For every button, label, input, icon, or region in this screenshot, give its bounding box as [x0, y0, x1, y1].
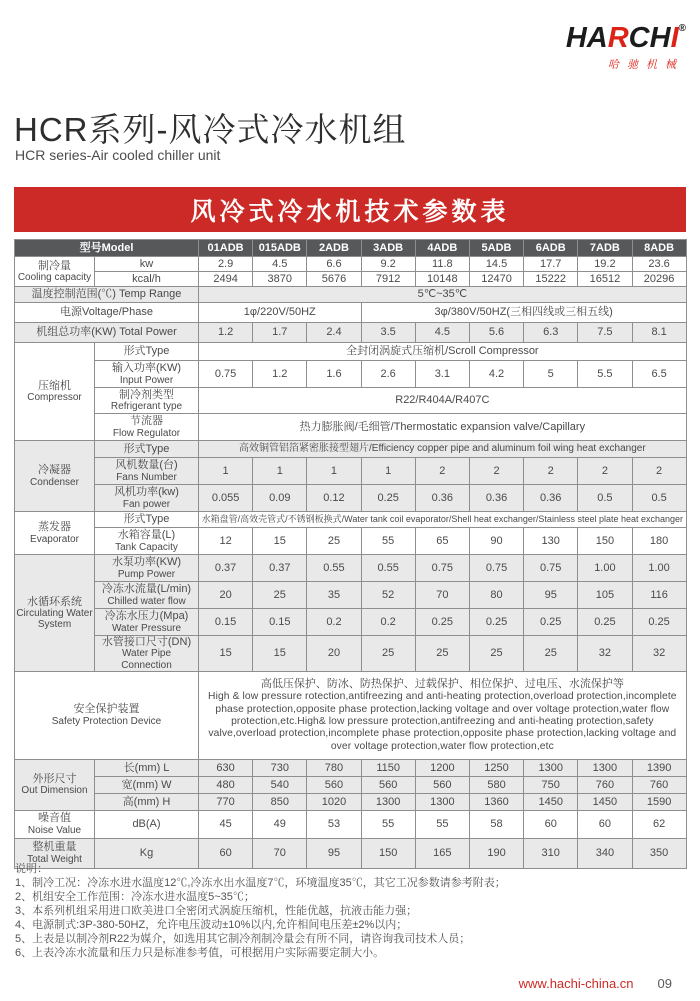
value-safety-device: [199, 671, 687, 759]
value-cell: 0.15: [199, 609, 253, 636]
value-cell: 0.55: [361, 555, 415, 582]
label-height: 高(mm) H: [95, 793, 199, 810]
model-header-cell: 3ADB: [361, 240, 415, 257]
row-flow-regulator: [15, 414, 687, 441]
label-refrigerant: 制冷剂类型 Refrigerant type: [95, 388, 199, 414]
group-condenser: 冷凝器 Condenser: [15, 441, 95, 512]
value-cell: 8.1: [632, 323, 686, 343]
value-cell: 0.36: [415, 485, 469, 512]
value-cell: 0.75: [469, 555, 523, 582]
label-total-power: 机组总功率(KW) Total Power: [15, 323, 199, 343]
value-cell: 1390: [632, 759, 686, 776]
row-noise: [15, 810, 687, 838]
page-subtitle: HCR series-Air cooled chiller unit: [15, 147, 221, 163]
value-cell: 0.5: [578, 485, 632, 512]
value-cell: 55: [415, 810, 469, 838]
label-tank-capacity: 水箱容量(L) Tank Capacity: [95, 528, 199, 555]
value-cell: 0.2: [361, 609, 415, 636]
value-cell: 60: [199, 838, 253, 868]
value-cell: 1590: [632, 793, 686, 810]
label-fan-power: 风机功率(kw) Fan power: [95, 485, 199, 512]
value-cell: 1: [307, 458, 361, 485]
value-cell: 0.75: [415, 555, 469, 582]
value-cell: 150: [361, 838, 415, 868]
value-cell: 350: [632, 838, 686, 868]
label-condenser-type: 形式Type: [95, 441, 199, 458]
row-pipe-connection: [15, 636, 687, 672]
value-cell: 7.5: [578, 323, 632, 343]
model-label-cell: 型号Model: [15, 240, 199, 257]
safety-text-en: High & low pressure rotection,antifreezing and anti-heating protection,overload protection,incomplete phase protection,opposite phase protection,lacking voltage and over voltage protection,water flow protection,etc.High& low pressure protection,antifreezing and anti-heating protection,safety valve,overload protection,incomplete phase protection,opposite phase protection,lacking voltage and over voltage protection,water flow protection,etc: [208, 691, 677, 752]
value-compressor-type: 全封闭涡旋式压缩机/Scroll Compressor: [199, 343, 687, 361]
spec-table: [14, 239, 687, 869]
row-water-pressure: [15, 609, 687, 636]
value-cell: 116: [632, 582, 686, 609]
value-cell: 0.5: [632, 485, 686, 512]
value-cell: 6.3: [524, 323, 578, 343]
note-line: 6、上表冷冻水流量和压力只是标准参考值，可根据用户实际需要定制大小。: [15, 947, 385, 959]
value-cell: 540: [253, 776, 307, 793]
value-cell: 1300: [524, 759, 578, 776]
table-header-row: [15, 240, 687, 257]
value-cell: 6.6: [307, 257, 361, 272]
wordmark-part-red: R: [607, 22, 629, 54]
value-single-phase: 1φ/220V/50HZ: [199, 303, 362, 323]
value-cell: 0.25: [578, 609, 632, 636]
value-cell: 7912: [361, 272, 415, 287]
label-fans-number: 风机数量(台) Fans Number: [95, 458, 199, 485]
value-cell: 770: [199, 793, 253, 810]
section-banner: 风冷式冷水机技术参数表: [14, 187, 686, 232]
note-line: 5、上表是以制冷剂R22为媒介，如选用其它制冷剂制冷量会有所不同，请咨询我司技术人员；: [15, 933, 471, 945]
value-cell: 25: [361, 636, 415, 672]
safety-text-zh: 高低压保护、防冰、防热保护、过载保护、相位保护、过电压、水流保护等: [260, 678, 624, 691]
page-title: HCR系列-风冷式冷水机组: [14, 111, 407, 148]
label-chilled-water-flow: 冷冻水流量(L/min) Chilled water flow: [95, 582, 199, 609]
value-cell: 1.00: [632, 555, 686, 582]
row-dimension-length: [15, 759, 687, 776]
value-cell: 580: [469, 776, 523, 793]
value-cell: 850: [253, 793, 307, 810]
notes: [15, 862, 675, 960]
value-cell: 11.8: [415, 257, 469, 272]
value-cell: 0.09: [253, 485, 307, 512]
group-dimension: 外形尺寸 Out Dimension: [15, 759, 95, 810]
website-url: www.hachi-china.cn: [518, 976, 634, 991]
value-cell: 3.1: [415, 361, 469, 388]
value-cell: 12: [199, 528, 253, 555]
value-cell: 16512: [578, 272, 632, 287]
value-cell: 0.75: [199, 361, 253, 388]
value-cell: 52: [361, 582, 415, 609]
model-header-cell: 2ADB: [307, 240, 361, 257]
value-cell: 0.12: [307, 485, 361, 512]
model-header-cell: 4ADB: [415, 240, 469, 257]
model-header-cell: 015ADB: [253, 240, 307, 257]
value-cell: 12470: [469, 272, 523, 287]
value-cell: 0.25: [361, 485, 415, 512]
page-footer: [519, 976, 672, 991]
value-cell: 310: [524, 838, 578, 868]
row-evaporator-type: [15, 512, 687, 528]
label-input-power: 输入功率(KW) Input Power: [95, 361, 199, 388]
label-width: 宽(mm) W: [95, 776, 199, 793]
wordmark-part-red: I: [670, 22, 679, 54]
value-cell: 65: [415, 528, 469, 555]
value-cell: 2: [415, 458, 469, 485]
value-three-phase: 3φ/380V/50HZ(三相四线或三相五线): [361, 303, 686, 323]
model-header-cell: 01ADB: [199, 240, 253, 257]
value-cell: 15: [253, 528, 307, 555]
value-cell: 3870: [253, 272, 307, 287]
value-cell: 0.25: [415, 609, 469, 636]
value-cell: 1.7: [253, 323, 307, 343]
value-cell: 5: [524, 361, 578, 388]
value-cell: 80: [469, 582, 523, 609]
value-cell: 480: [199, 776, 253, 793]
row-refrigerant: [15, 388, 687, 414]
value-cell: 560: [415, 776, 469, 793]
value-cell: 15: [253, 636, 307, 672]
model-header-cell: 5ADB: [469, 240, 523, 257]
model-header-cell: 8ADB: [632, 240, 686, 257]
value-cell: 130: [524, 528, 578, 555]
value-cell: 1.6: [307, 361, 361, 388]
label-safety-device: 安全保护装置 Safety Protection Device: [15, 671, 199, 759]
value-cell: 780: [307, 759, 361, 776]
value-cell: 70: [415, 582, 469, 609]
value-cell: 1300: [361, 793, 415, 810]
value-cell: 62: [632, 810, 686, 838]
value-cell: 10148: [415, 272, 469, 287]
group-compressor: 压缩机 Compressor: [15, 343, 95, 441]
row-compressor-type: [15, 343, 687, 361]
value-cell: 0.37: [199, 555, 253, 582]
value-cell: 4.5: [415, 323, 469, 343]
value-cell: 0.2: [307, 609, 361, 636]
note-line: 4、电源制式:3P-380-50HZ，允许电压波动±10%以内,允许相间电压差±2%以内；: [15, 919, 408, 931]
row-total-power: [15, 323, 687, 343]
registered-mark: ®: [678, 23, 686, 34]
row-input-power: [15, 361, 687, 388]
value-flow-regulator: 热力膨胀阀/毛细管/Thermostatic expansion valve/Capillary: [199, 414, 687, 441]
label-pipe-connection: 水管接口尺寸(DN) Water Pipe Connection: [95, 636, 199, 672]
brand-chinese-name: 哈驰机械: [608, 59, 684, 71]
label-temp-range: 温度控制范围(℃) Temp Range: [15, 287, 199, 303]
value-cell: 0.55: [307, 555, 361, 582]
value-cell: 760: [632, 776, 686, 793]
model-header-cell: 6ADB: [524, 240, 578, 257]
row-fan-power: [15, 485, 687, 512]
value-cell: 180: [632, 528, 686, 555]
value-cell: 58: [469, 810, 523, 838]
value-cell: 0.36: [469, 485, 523, 512]
row-chilled-water-flow: [15, 582, 687, 609]
value-cell: 49: [253, 810, 307, 838]
value-cell: 630: [199, 759, 253, 776]
value-cell: 53: [307, 810, 361, 838]
value-evaporator-type: 水箱盘管/高效壳管式/不锈钢板换式/Water tank coil evaporator/Shell heat exchanger/Stainless steel plate heat exchanger: [199, 512, 687, 528]
row-dimension-width: [15, 776, 687, 793]
value-cell: 560: [307, 776, 361, 793]
label-weight-unit: Kg: [95, 838, 199, 868]
note-line: 1、制冷工况：冷冻水进水温度12℃,冷冻水出水温度7℃，环境温度35℃，其它工况参数请参考附表；: [15, 877, 506, 889]
value-cell: 1.00: [578, 555, 632, 582]
value-cell: 560: [361, 776, 415, 793]
row-power-supply: [15, 303, 687, 323]
value-cell: 35: [307, 582, 361, 609]
row-fans-number: [15, 458, 687, 485]
wordmark-part: CH: [628, 22, 671, 54]
value-cell: 0.25: [524, 609, 578, 636]
value-cell: 0.055: [199, 485, 253, 512]
value-cell: 1360: [469, 793, 523, 810]
value-cell: 0.75: [524, 555, 578, 582]
group-weight: 整机重量 Total Weight: [15, 838, 95, 868]
note-line: 2、机组安全工作范围：冷冻水进水温度5~35℃；: [15, 891, 255, 903]
label-noise-unit: dB(A): [95, 810, 199, 838]
group-water-system: 水循环系统 Circulating Water System: [15, 555, 95, 672]
value-cell: 23.6: [632, 257, 686, 272]
label-water-pressure: 冷冻水压力(Mpa) Water Pressure: [95, 609, 199, 636]
value-cell: 0.37: [253, 555, 307, 582]
value-cell: 1.2: [253, 361, 307, 388]
label-length: 长(mm) L: [95, 759, 199, 776]
row-pump-power: [15, 555, 687, 582]
label-pump-power: 水泵功率(KW) Pump Power: [95, 555, 199, 582]
value-cell: 1: [361, 458, 415, 485]
brand-wordmark: [566, 24, 686, 53]
model-header-cell: 7ADB: [578, 240, 632, 257]
label-evaporator-type: 形式Type: [95, 512, 199, 528]
value-cell: 2: [632, 458, 686, 485]
value-cell: 1020: [307, 793, 361, 810]
value-cell: 5.6: [469, 323, 523, 343]
value-cell: 1300: [415, 793, 469, 810]
page-number: 09: [657, 976, 672, 991]
value-cell: 15222: [524, 272, 578, 287]
value-cell: 25: [253, 582, 307, 609]
value-cell: 2.4: [307, 323, 361, 343]
value-cell: 2494: [199, 272, 253, 287]
value-cell: 32: [578, 636, 632, 672]
value-cell: 150: [578, 528, 632, 555]
value-cell: 165: [415, 838, 469, 868]
row-condenser-type: [15, 441, 687, 458]
group-noise: 噪音值 Noise Value: [15, 810, 95, 838]
value-cell: 17.7: [524, 257, 578, 272]
value-temp-range: 5℃~35℃: [199, 287, 687, 303]
value-cell: 760: [578, 776, 632, 793]
value-cell: 25: [524, 636, 578, 672]
value-cell: 2.9: [199, 257, 253, 272]
value-cell: 1250: [469, 759, 523, 776]
group-evaporator: 蒸发器 Evaporator: [15, 512, 95, 555]
value-cell: 1: [253, 458, 307, 485]
group-cooling-capacity: 制冷量 Cooling capacity: [15, 257, 95, 287]
value-cell: 750: [524, 776, 578, 793]
value-cell: 2.6: [361, 361, 415, 388]
value-cell: 730: [253, 759, 307, 776]
value-refrigerant: R22/R404A/R407C: [199, 388, 687, 414]
wordmark-part: HA: [565, 22, 608, 54]
value-cell: 95: [524, 582, 578, 609]
value-cell: 2: [469, 458, 523, 485]
value-cell: 19.2: [578, 257, 632, 272]
label-kcal: kcal/h: [95, 272, 199, 287]
brand-logo: [566, 24, 686, 72]
value-cell: 95: [307, 838, 361, 868]
value-cell: 190: [469, 838, 523, 868]
value-cell: 1450: [578, 793, 632, 810]
value-cell: 55: [361, 528, 415, 555]
value-cell: 55: [361, 810, 415, 838]
value-cell: 1450: [524, 793, 578, 810]
value-cell: 1300: [578, 759, 632, 776]
row-dimension-height: [15, 793, 687, 810]
value-cell: 9.2: [361, 257, 415, 272]
value-cell: 25: [469, 636, 523, 672]
value-cell: 1150: [361, 759, 415, 776]
value-cell: 1200: [415, 759, 469, 776]
value-cell: 70: [253, 838, 307, 868]
value-cell: 0.25: [469, 609, 523, 636]
notes-title: 说明：: [15, 863, 48, 875]
value-cell: 340: [578, 838, 632, 868]
value-cell: 6.5: [632, 361, 686, 388]
row-cooling-kcal: [15, 272, 687, 287]
row-cooling-kw: [15, 257, 687, 272]
value-cell: 5676: [307, 272, 361, 287]
value-cell: 20296: [632, 272, 686, 287]
value-cell: 25: [415, 636, 469, 672]
value-cell: 20: [199, 582, 253, 609]
value-cell: 0.15: [253, 609, 307, 636]
value-cell: 0.25: [632, 609, 686, 636]
label-compressor-type: 形式Type: [95, 343, 199, 361]
label-kw: kw: [95, 257, 199, 272]
value-cell: 2: [578, 458, 632, 485]
value-cell: 105: [578, 582, 632, 609]
value-cell: 25: [307, 528, 361, 555]
value-cell: 45: [199, 810, 253, 838]
value-cell: 32: [632, 636, 686, 672]
value-cell: 1.2: [199, 323, 253, 343]
value-cell: 90: [469, 528, 523, 555]
value-cell: 4.5: [253, 257, 307, 272]
value-cell: 1: [199, 458, 253, 485]
label-flow-regulator: 节流器 Flow Regulator: [95, 414, 199, 441]
value-condenser-type: 高效铜管铝箔紧密胀接型翅片/Efficiency copper pipe and aluminum foil wing heat exchanger: [199, 441, 687, 458]
value-cell: 0.36: [524, 485, 578, 512]
value-cell: 60: [524, 810, 578, 838]
value-cell: 14.5: [469, 257, 523, 272]
row-temp-range: [15, 287, 687, 303]
note-line: 3、本系列机组采用进口欧美进口全密闭式涡旋压缩机，性能优越，抗液击能力强；: [15, 905, 418, 917]
value-cell: 5.5: [578, 361, 632, 388]
row-tank-capacity: [15, 528, 687, 555]
value-cell: 15: [199, 636, 253, 672]
row-safety: [15, 671, 687, 759]
value-cell: 2: [524, 458, 578, 485]
value-cell: 20: [307, 636, 361, 672]
value-cell: 60: [578, 810, 632, 838]
label-power-supply: 电源Voltage/Phase: [15, 303, 199, 323]
value-cell: 3.5: [361, 323, 415, 343]
value-cell: 4.2: [469, 361, 523, 388]
